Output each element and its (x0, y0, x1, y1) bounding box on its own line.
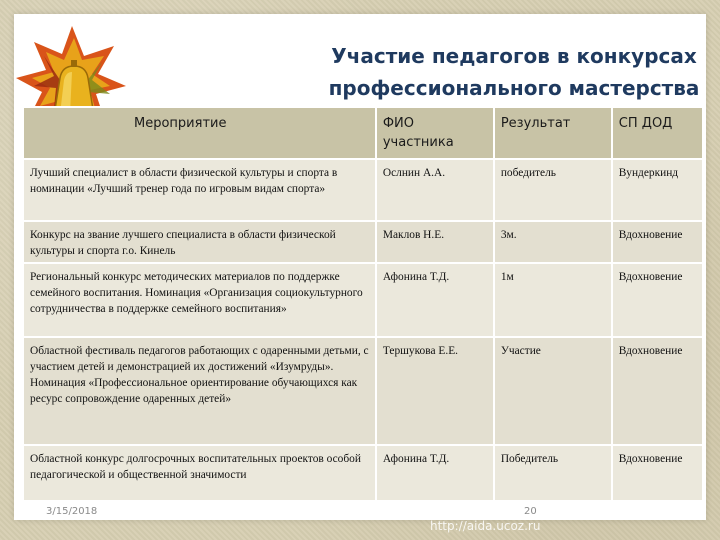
header-participant: ФИО участника (376, 107, 494, 159)
cell-participant: Маклов Н.Е. (376, 221, 494, 263)
cell-participant: Афонина Т.Д. (376, 445, 494, 501)
slide-title (314, 40, 714, 104)
header-department: СП ДОД (612, 107, 703, 159)
cell-event: Областной фестиваль педагогов работающих с одаренными детьми, с участием детей и демонстрацией их достижений «Изумруды». Номинация «Профессиональное ориентирование обучающихся как ресурс сопровождение одаренных детей» (23, 337, 376, 445)
cell-result: Участие (494, 337, 612, 445)
cell-event: Конкурс на звание лучшего специалиста в области физической культуры и спорта г.о. Кинель (23, 221, 376, 263)
slide-number: 20 (524, 506, 537, 517)
table-row (23, 263, 703, 337)
table-header-row (23, 107, 703, 159)
cell-result: 3м. (494, 221, 612, 263)
cell-result: Победитель (494, 445, 612, 501)
competitions-table (22, 106, 704, 502)
slide-date: 3/15/2018 (46, 506, 98, 517)
table-row (23, 337, 703, 445)
source-watermark: http://aida.ucoz.ru (430, 519, 541, 533)
title-line-2: профессионального мастерства (328, 76, 700, 100)
header-result: Результат (494, 107, 612, 159)
cell-event: Областной конкурс долгосрочных воспитательных проектов особой педагогической и общественной значимости (23, 445, 376, 501)
header-event: Мероприятие (23, 107, 376, 159)
cell-participant: Тершукова Е.Е. (376, 337, 494, 445)
cell-participant: Ослнин А.А. (376, 159, 494, 221)
title-line-1: Участие педагогов в конкурсах (331, 44, 697, 68)
cell-event: Региональный конкурс методических материалов по поддержке семейного воспитания. Номинация «Организация социокультурного сотрудничества в поддержке семейного воспитания» (23, 263, 376, 337)
cell-department: Вдохновение (612, 221, 703, 263)
table-row (23, 221, 703, 263)
cell-result: 1м (494, 263, 612, 337)
cell-department: Вдохновение (612, 445, 703, 501)
cell-department: Вдохновение (612, 337, 703, 445)
cell-result: победитель (494, 159, 612, 221)
table-row (23, 159, 703, 221)
table-row (23, 445, 703, 501)
cell-department: Вундеркинд (612, 159, 703, 221)
cell-participant: Афонина Т.Д. (376, 263, 494, 337)
cell-department: Вдохновение (612, 263, 703, 337)
cell-event: Лучший специалист в области физической культуры и спорта в номинации «Лучший тренер года по игровым видам спорта» (23, 159, 376, 221)
